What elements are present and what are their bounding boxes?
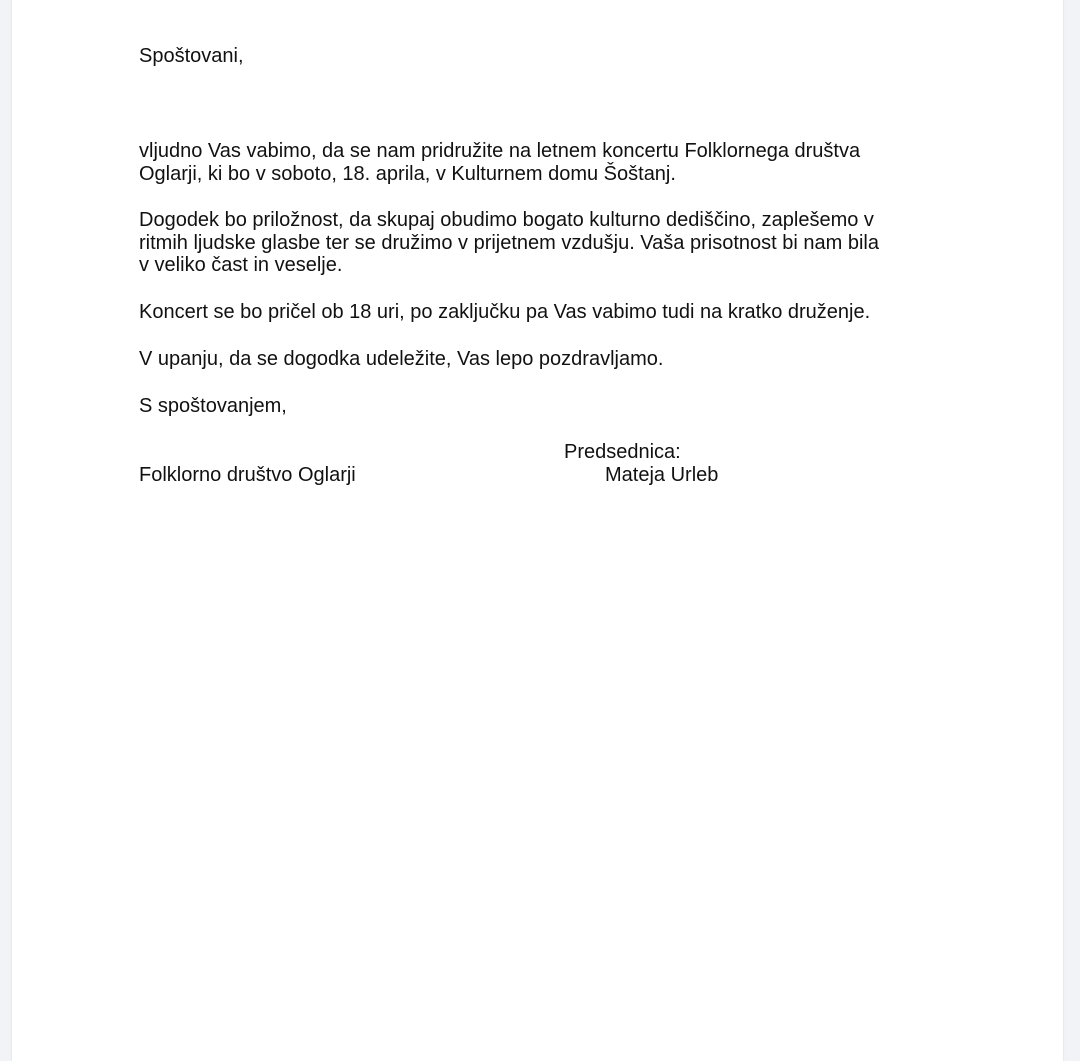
paragraph-line: Oglarji, ki bo v soboto, 18. aprila, v Kulturnem domu Šoštanj. — [139, 162, 676, 185]
signature-title: Predsednica: — [564, 441, 681, 463]
signature-name: Mateja Urleb — [605, 464, 719, 486]
document-page — [12, 0, 1063, 1061]
paragraph-line: vljudno Vas vabimo, da se nam pridružite na letnem koncertu Folklornega društva — [139, 140, 861, 162]
letter-paragraph-event-description — [139, 209, 939, 277]
letter-paragraph-schedule: Koncert se bo pričel ob 18 uri, po zaključku pa Vas vabimo tudi na kratko druženje. — [139, 301, 871, 323]
letter-greeting: Spoštovani, — [139, 45, 244, 67]
paragraph-line: v veliko čast in veselje. — [139, 254, 343, 276]
paragraph-line: ritmih ljudske glasbe ter se družimo v prijetnem vzdušju. Vaša prisotnost bi nam bila — [139, 231, 879, 254]
letter-paragraph-regards: V upanju, da se dogodka udeležite, Vas lepo pozdravljamo. — [139, 348, 664, 370]
letter-closing: S spoštovanjem, — [139, 395, 287, 417]
letter-paragraph-invitation — [139, 140, 939, 185]
organization-name: Folklorno društvo Oglarji — [139, 464, 356, 486]
paragraph-line: Dogodek bo priložnost, da skupaj obudimo bogato kulturno dediščino, zaplešemo v — [139, 209, 874, 231]
